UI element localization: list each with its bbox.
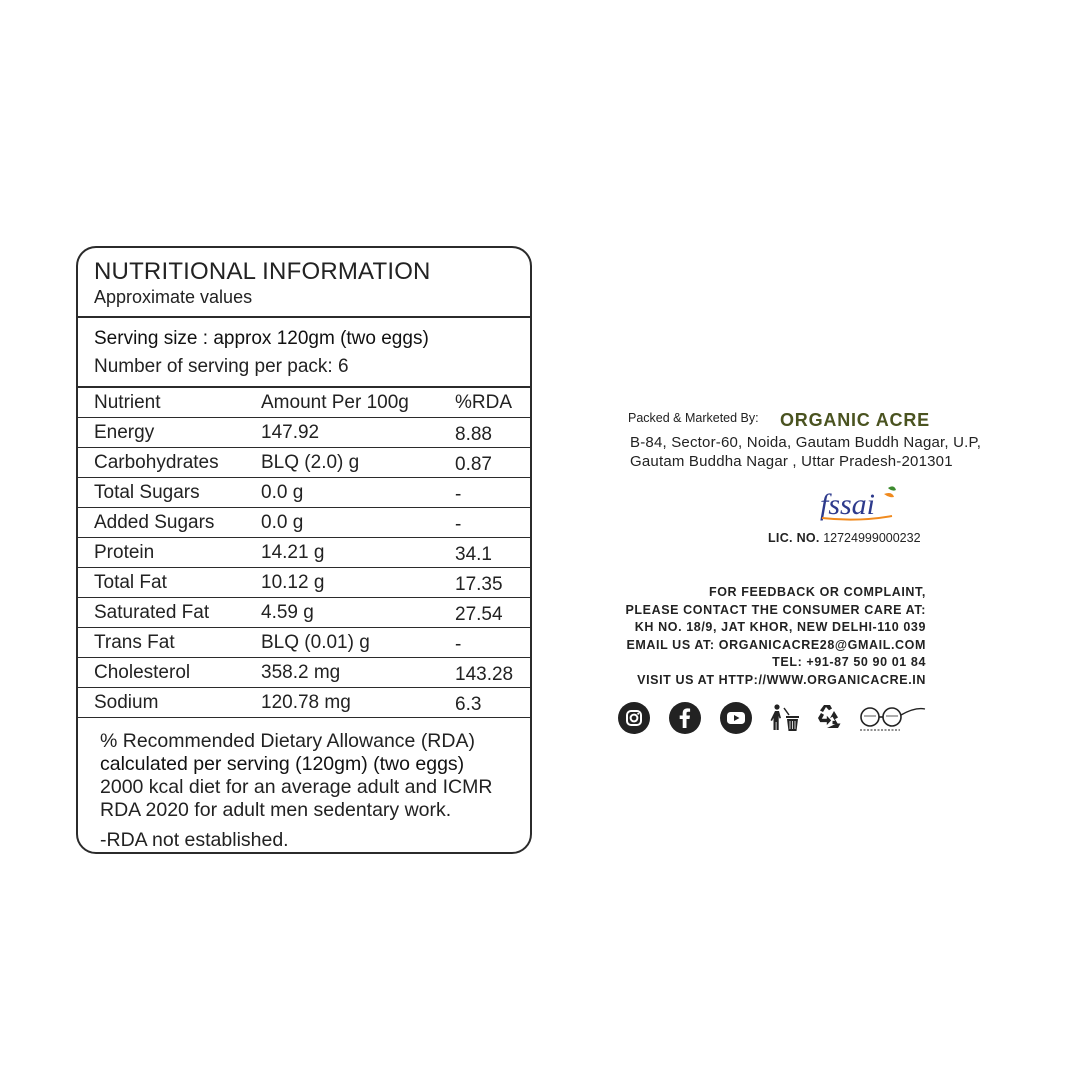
license-value: 12724999000232 [823, 531, 921, 545]
contact-email: EMAIL US AT: ORGANICACRE28@GMAIL.COM [626, 637, 926, 652]
nutrient-amount: 120.78 mg [261, 692, 351, 713]
address-line-2: Gautam Buddha Nagar , Uttar Pradesh-201301 [630, 453, 953, 470]
nutrition-table [78, 388, 530, 718]
nutrient-name: Sodium [94, 692, 159, 713]
table-row [78, 538, 530, 568]
table-row [78, 418, 530, 448]
nutrient-amount: 147.92 [261, 422, 320, 443]
nutrition-title: NUTRITIONAL INFORMATION [94, 258, 431, 285]
nutrient-amount: 14.21 g [261, 542, 325, 563]
nutrient-name: Energy [94, 422, 155, 443]
column-header-rda: %RDA [455, 392, 513, 413]
nutrient-rda: - [455, 484, 462, 505]
litter-bin-icon [770, 702, 802, 734]
serving-size: Serving size : approx 120gm (two eggs) [94, 328, 429, 349]
contact-website: VISIT US AT HTTP://WWW.ORGANICACRE.IN [637, 672, 926, 687]
address-line-1: B-84, Sector-60, Noida, Gautam Buddh Nagar, U.P, [630, 434, 982, 451]
table-row [78, 568, 530, 598]
recycle-icon [813, 702, 845, 734]
nutrient-rda: 0.87 [455, 454, 492, 475]
nutrient-rda: 34.1 [455, 544, 492, 565]
nutrient-name: Total Fat [94, 572, 167, 593]
consumer-care-contact [625, 584, 926, 690]
nutrient-name: Protein [94, 542, 155, 563]
column-header-nutrient: Nutrient [94, 392, 161, 413]
swachh-bharat-icon [856, 702, 928, 734]
rda-note-line: % Recommended Dietary Allowance (RDA) [100, 730, 475, 752]
nutrient-name: Total Sugars [94, 482, 200, 503]
nutrient-rda: 27.54 [455, 604, 503, 625]
facebook-icon [669, 702, 701, 734]
nutrition-panel [76, 246, 532, 854]
brand-name: ORGANIC ACRE [780, 410, 930, 430]
instagram-icon [618, 702, 650, 734]
table-row [78, 448, 530, 478]
nutrient-amount: BLQ (0.01) g [261, 632, 370, 653]
nutrient-rda: - [455, 514, 462, 535]
table-row [78, 478, 530, 508]
nutrient-amount: 10.12 g [261, 572, 325, 593]
nutrient-amount: 4.59 g [261, 602, 314, 623]
nutrient-amount: 0.0 g [261, 482, 304, 503]
table-row [78, 628, 530, 658]
contact-line: KH NO. 18/9, JAT KHOR, NEW DELHI-110 039 [634, 620, 926, 635]
nutrient-name: Saturated Fat [94, 602, 210, 623]
nutrient-amount: 358.2 mg [261, 662, 341, 683]
packed-by-label: Packed & Marketed By: [628, 411, 759, 425]
youtube-icon [720, 702, 752, 734]
table-row [78, 688, 530, 718]
column-header-amount: Amount Per 100g [261, 392, 409, 413]
rda-note-line: 2000 kcal diet for an average adult and ICMR [100, 776, 493, 798]
nutrition-subtitle: Approximate values [94, 287, 253, 307]
nutrient-rda: 6.3 [455, 694, 482, 715]
table-row [78, 658, 530, 688]
nutrient-rda: - [455, 634, 462, 655]
nutrition-header [78, 248, 530, 318]
contact-phone: TEL: +91-87 50 90 01 84 [772, 655, 926, 670]
rda-not-established-note: -RDA not established. [100, 829, 289, 851]
nutrient-rda: 8.88 [455, 424, 492, 445]
table-row [78, 598, 530, 628]
nutrient-rda: 143.28 [455, 664, 514, 685]
nutrient-name: Trans Fat [94, 632, 175, 653]
fssai-logo-text: fssai [820, 488, 876, 521]
table-row [78, 508, 530, 538]
contact-line: PLEASE CONTACT THE CONSUMER CARE AT: [625, 602, 926, 617]
fssai-logo-icon [818, 484, 898, 522]
rda-note-line: RDA 2020 for adult men sedentary work. [100, 799, 452, 821]
table-header-row [78, 388, 530, 418]
servings-per-pack: Number of serving per pack: 6 [94, 356, 349, 377]
rda-note-line: calculated per serving (120gm) (two eggs) [100, 753, 465, 775]
nutrient-rda: 17.35 [455, 574, 503, 595]
nutrient-amount: 0.0 g [261, 512, 304, 533]
contact-line: FOR FEEDBACK OR COMPLAINT, [709, 585, 926, 599]
rda-notes [100, 730, 530, 852]
serving-info [78, 318, 530, 388]
license-number [768, 531, 921, 545]
nutrient-name: Carbohydrates [94, 452, 219, 473]
nutrient-name: Cholesterol [94, 662, 191, 683]
nutrient-name: Added Sugars [94, 512, 215, 533]
nutrient-amount: BLQ (2.0) g [261, 452, 360, 473]
license-label: LIC. NO. [768, 531, 820, 545]
